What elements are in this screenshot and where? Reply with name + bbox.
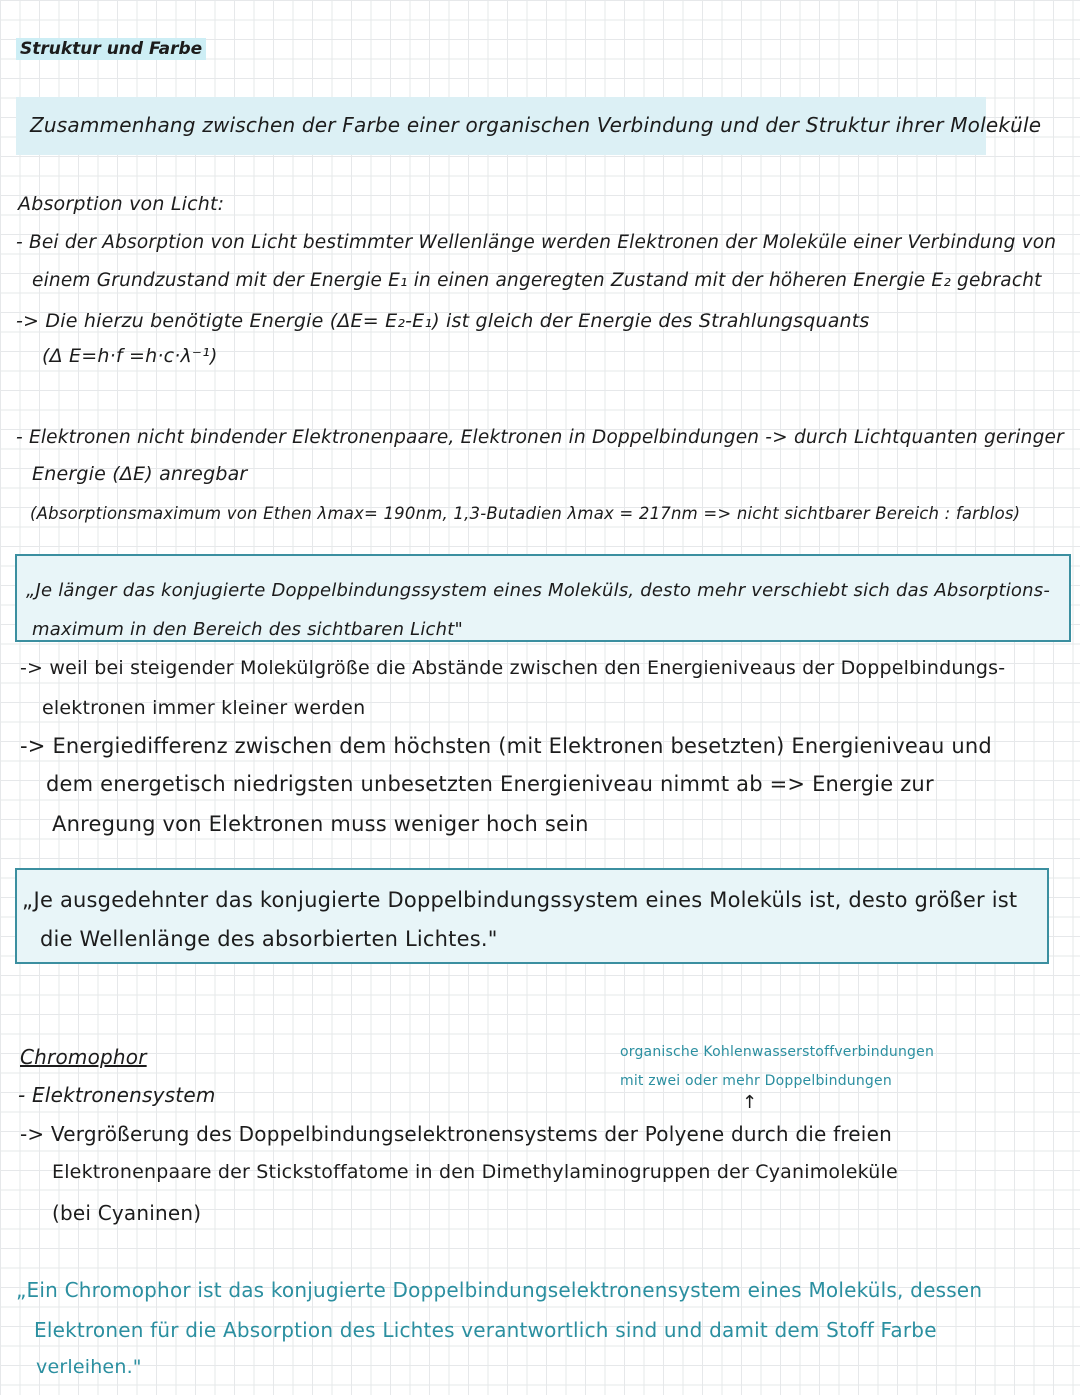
quote-2-line-1: „Je ausgedehnter das konjugierte Doppelbindungssystem eines Moleküls ist, desto größer ist: [22, 888, 1018, 912]
chromophor-note-1: organische Kohlenwasserstoffverbindungen: [620, 1044, 935, 1060]
subtitle: Zusammenhang zwischen der Farbe einer organischen Verbindung und der Struktur ihrer Moleküle: [30, 113, 1042, 137]
electrons-line-2: Energie (ΔE) anregbar: [32, 463, 248, 485]
chromophor-line-4: (bei Cyaninen): [52, 1201, 202, 1225]
reason-line-2: elektronen immer kleiner werden: [42, 697, 366, 719]
quote-1-line-2: maximum in den Bereich des sichtbaren Licht": [32, 619, 463, 640]
absorption-line-1: - Bei der Absorption von Licht bestimmter Wellenlänge werden Elektronen der Moleküle einer Verbindung von: [16, 232, 1057, 253]
quote-3-line-3: verleihen.": [36, 1356, 142, 1378]
reason-line-1: -> weil bei steigender Molekülgröße die Abstände zwischen den Energieniveaus der Doppelbindungs-: [20, 657, 1006, 679]
page-title: Struktur und Farbe: [16, 38, 206, 60]
absorption-line-2: einem Grundzustand mit der Energie E₁ in einen angeregten Zustand mit der höheren Energie E₂ gebracht: [32, 270, 1042, 291]
chromophor-note-2: mit zwei oder mehr Doppelbindungen: [620, 1073, 892, 1089]
chromophor-line-1: - Elektronensystem: [18, 1083, 216, 1107]
absorption-heading: Absorption von Licht:: [18, 193, 225, 215]
up-arrow-icon: ↑: [742, 1092, 758, 1113]
electrons-line-1: - Elektronen nicht bindender Elektronenpaare, Elektronen in Doppelbindungen -> durch Lichtquanten geringer: [16, 427, 1064, 448]
quote-2-line-2: die Wellenlänge des absorbierten Lichtes.": [40, 927, 498, 951]
reason-line-3: -> Energiedifferenz zwischen dem höchsten (mit Elektronen besetzten) Energieniveau und: [20, 734, 992, 758]
chromophor-line-3: Elektronenpaare der Stickstoffatome in den Dimethylaminogruppen der Cyanimoleküle: [52, 1161, 898, 1183]
quote-3-line-1: „Ein Chromophor ist das konjugierte Doppelbindungselektronensystem eines Moleküls, dessen: [16, 1278, 983, 1302]
quote-3-line-2: Elektronen für die Absorption des Lichtes verantwortlich sind und damit dem Stoff Farbe: [34, 1318, 937, 1342]
absorption-line-3: -> Die hierzu benötigte Energie (ΔE= E₂-E₁) ist gleich der Energie des Strahlungsquants: [16, 310, 870, 332]
absorption-formula: (Δ E=h·f =h·c·λ⁻¹): [42, 345, 218, 367]
chromophor-line-2: -> Vergrößerung des Doppelbindungselektronensystems der Polyene durch die freien: [20, 1122, 892, 1146]
reason-line-4: dem energetisch niedrigsten unbesetzten Energieniveau nimmt ab => Energie zur: [46, 772, 934, 796]
electrons-line-3: (Absorptionsmaximum von Ethen λmax= 190nm, 1,3-Butadien λmax = 217nm => nicht sichtbarer Bereich : farblos): [30, 504, 1021, 523]
reason-line-5: Anregung von Elektronen muss weniger hoch sein: [52, 812, 589, 836]
quote-1-line-1: „Je länger das konjugierte Doppelbindungssystem eines Moleküls, desto mehr verschiebt sich das Absorptions-: [26, 580, 1051, 601]
chromophor-heading: Chromophor: [20, 1045, 147, 1069]
